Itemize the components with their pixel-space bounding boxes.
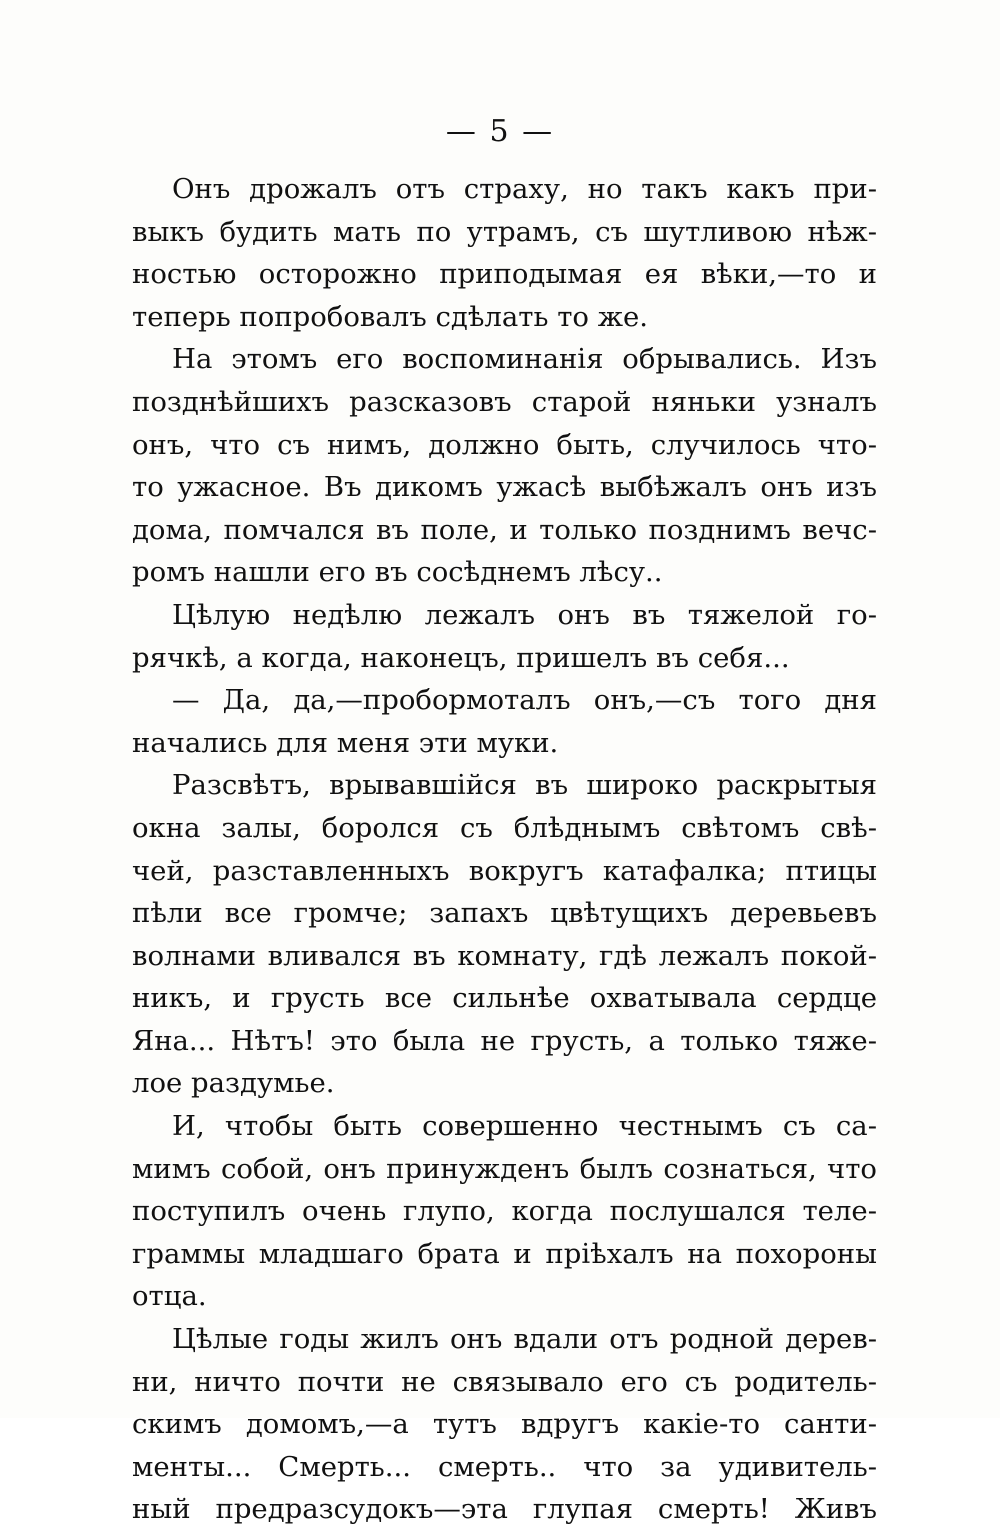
text-line: рячкѣ, а когда, наконецъ, пришелъ въ себя...	[132, 641, 790, 674]
text-line: ностью осторожно приподымая ея вѣки,—то и	[132, 258, 877, 291]
text-line: И, чтобы быть совершенно честнымъ съ са-	[172, 1110, 877, 1143]
text-line: поступилъ очень глупо, когда послушался теле-	[132, 1195, 877, 1228]
text-line: граммы младшаго брата и пріѣхалъ на похороны	[132, 1237, 877, 1270]
text-line: лое раздумье.	[132, 1067, 335, 1100]
text-line: начались для меня эти муки.	[132, 726, 559, 759]
text-line: волнами вливался въ комнату, гдѣ лежалъ покой-	[132, 939, 877, 972]
text-line: отца.	[132, 1280, 207, 1313]
text-line: На этомъ его воспоминанія обрывались. Изъ	[172, 343, 877, 376]
text-line: чей, разставленныхъ вокругъ катафалка; птицы	[132, 854, 877, 887]
text-line: Онъ дрожалъ отъ страху, но такъ какъ при-	[172, 173, 877, 205]
body-text	[132, 168, 877, 1531]
text-line: ни, ничто почти не связывало его съ родитель-	[132, 1365, 877, 1398]
text-line: теперь попробовалъ сдѣлать то же.	[132, 300, 649, 333]
text-line: выкъ будить мать по утрамъ, съ шутливою нѣж-	[132, 215, 877, 248]
text-line: окна залы, боролся съ блѣднымъ свѣтомъ свѣ-	[132, 811, 877, 844]
text-line: то ужасное. Въ дикомъ ужасѣ выбѣжалъ онъ изъ	[132, 471, 877, 504]
text-line: менты... Смерть... смерть.. что за удивитель-	[132, 1450, 877, 1483]
text-line: Яна... Нѣтъ! это была не грусть, а только тяже-	[132, 1024, 877, 1057]
text-line: онъ, что съ нимъ, должно быть, случилось что-	[132, 428, 877, 461]
text-line: скимъ домомъ,—а тутъ вдругъ какіе-то санти-	[132, 1408, 877, 1441]
page-number: — 5 —	[445, 114, 555, 149]
text-line: Цѣлые годы жилъ онъ вдали отъ родной дерев-	[172, 1323, 877, 1356]
text-line: пѣли все громче; запахъ цвѣтущихъ деревьевъ	[132, 897, 877, 930]
text-line: позднѣйшихъ разсказовъ старой няньки узналъ	[132, 385, 877, 418]
text-line: — Да, да,—пробормоталъ онъ,—съ того дня	[172, 684, 877, 717]
text-line: ный предразсудокъ—эта глупая смерть! Живъ	[132, 1493, 877, 1526]
text-line: никъ, и грусть все сильнѣе охватывала сердце	[132, 982, 877, 1015]
text-line: ромъ нашли его въ сосѣднемъ лѣсу..	[132, 556, 663, 589]
text-line: мимъ собой, онъ принужденъ былъ сознаться, что	[132, 1152, 877, 1185]
text-line: Разсвѣтъ, врывавшійся въ широко раскрытыя	[172, 769, 877, 802]
text-line: Цѣлую недѣлю лежалъ онъ въ тяжелой го-	[172, 598, 877, 631]
text-line: дома, помчался въ поле, и только позднимъ вечс-	[132, 513, 877, 546]
